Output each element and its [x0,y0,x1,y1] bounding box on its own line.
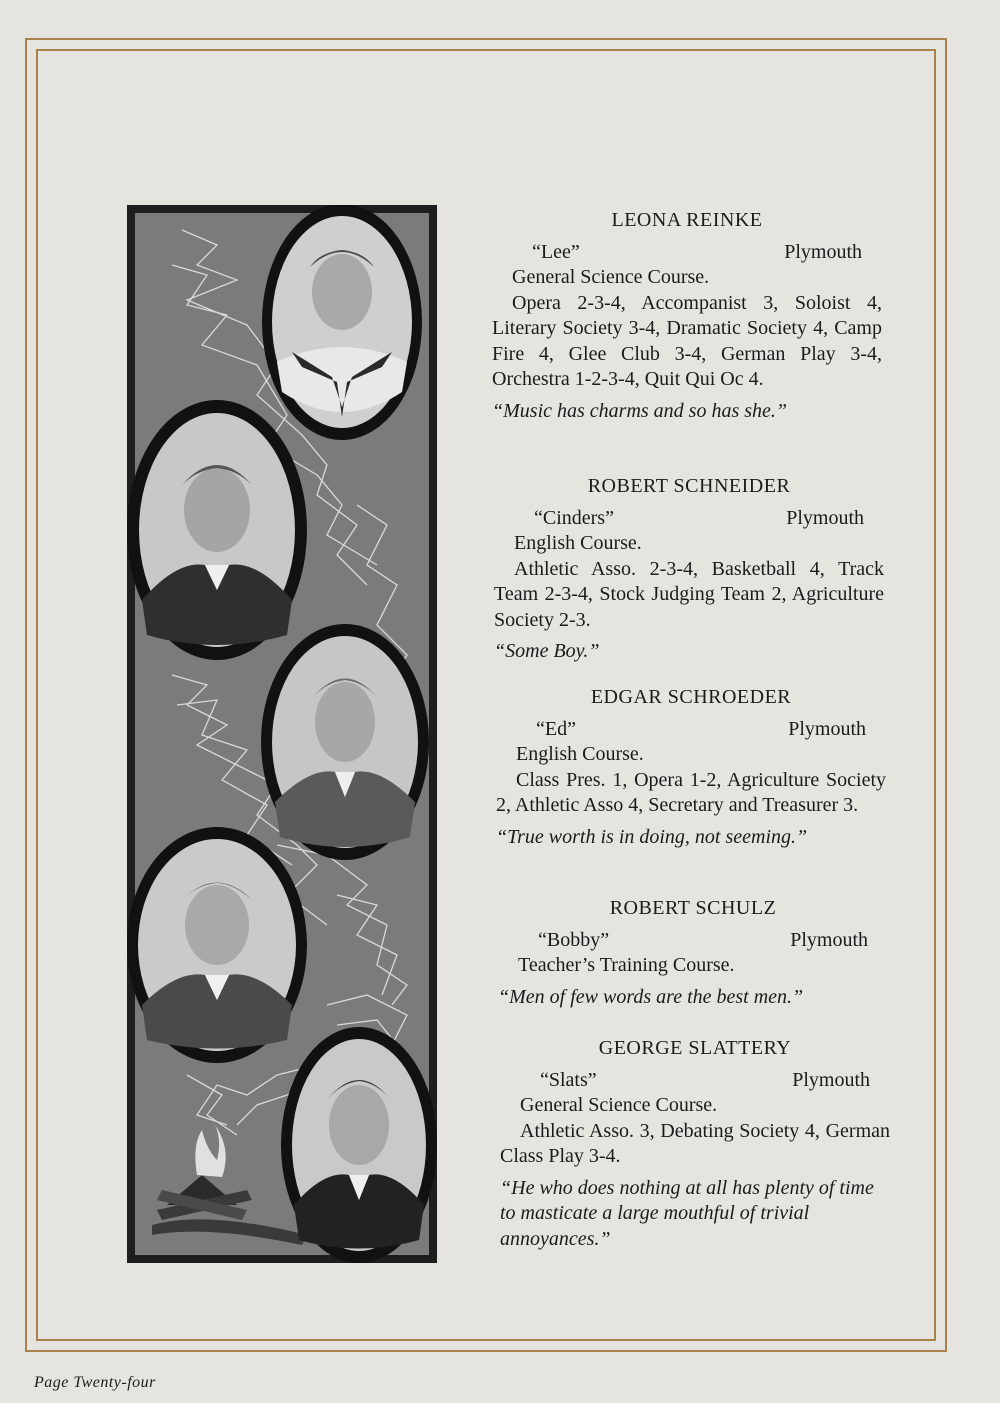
student-activities: Athletic Asso. 3, Debating Society 4, German Class Play 3-4. [500,1119,890,1167]
student-name: ROBERT SCHULZ [609,897,777,919]
portrait-robert-schulz [127,827,307,1063]
student-entry-leona-reinke [492,208,882,424]
portrait-robert-schneider [127,400,307,660]
page-number-footer: Page Twenty-four [34,1374,156,1391]
student-town: Plymouth [792,1068,870,1091]
nickname-town-row [492,240,882,266]
nickname-town-row [494,506,884,532]
student-nickname: “Cinders” [534,506,614,529]
student-nickname: “Bobby” [538,928,610,951]
student-nickname: “Ed” [536,717,576,740]
student-town: Plymouth [788,717,866,740]
student-name: LEONA REINKE [611,209,763,231]
student-entry-robert-schneider [494,474,884,665]
student-course: General Science Course. [520,1094,718,1116]
student-entry-robert-schulz [498,896,888,1010]
student-motto: “Music has charms and so has she.” [492,399,788,422]
student-entry-edgar-schroeder [496,685,886,850]
student-name: ROBERT SCHNEIDER [587,475,791,497]
student-nickname: “Slats” [540,1068,597,1091]
student-motto: “Some Boy.” [494,640,600,662]
student-course: English Course. [514,532,642,554]
portrait-panel-art [127,205,437,1263]
portrait-george-slattery [281,1027,437,1263]
student-activities: Opera 2-3-4, Accompanist 3, Soloist 4, Literary Society 3-4, Dramatic Society 4, Camp Fire 4, Glee Club 3-4, German Play 3-4, Orchestra 1-2-3-4, Quit Qui Oc 4. [492,291,882,390]
student-activities: Athletic Asso. 2-3-4, Basketball 4, Track Team 2-3-4, Stock Judging Team 2, Agriculture Society 2-3. [494,557,884,631]
portrait-edgar-schroeder [261,624,429,860]
student-course: English Course. [516,743,644,765]
student-course: Teacher’s Training Course. [518,954,735,976]
student-entry-george-slattery [500,1036,890,1252]
portrait-leona-reinke [262,205,422,440]
student-town: Plymouth [786,506,864,529]
student-town: Plymouth [790,928,868,951]
portrait-panel [127,205,437,1263]
student-motto: “True worth is in doing, not seeming.” [496,825,808,848]
student-motto: “He who does nothing at all has plenty of time to masticate a large mouthful of trivial annoyances.” [500,1176,874,1250]
student-name: GEORGE SLATTERY [598,1037,792,1059]
nickname-town-row [498,928,888,954]
student-course: General Science Course. [512,266,710,288]
student-motto: “Men of few words are the best men.” [498,985,804,1008]
nickname-town-row [500,1068,890,1094]
nickname-town-row [496,717,886,743]
student-name: EDGAR SCHROEDER [590,686,792,708]
student-activities: Class Pres. 1, Opera 1-2, Agriculture Society 2, Athletic Asso 4, Secretary and Treasurer 3. [496,768,886,816]
student-town: Plymouth [784,240,862,263]
student-nickname: “Lee” [532,240,580,263]
